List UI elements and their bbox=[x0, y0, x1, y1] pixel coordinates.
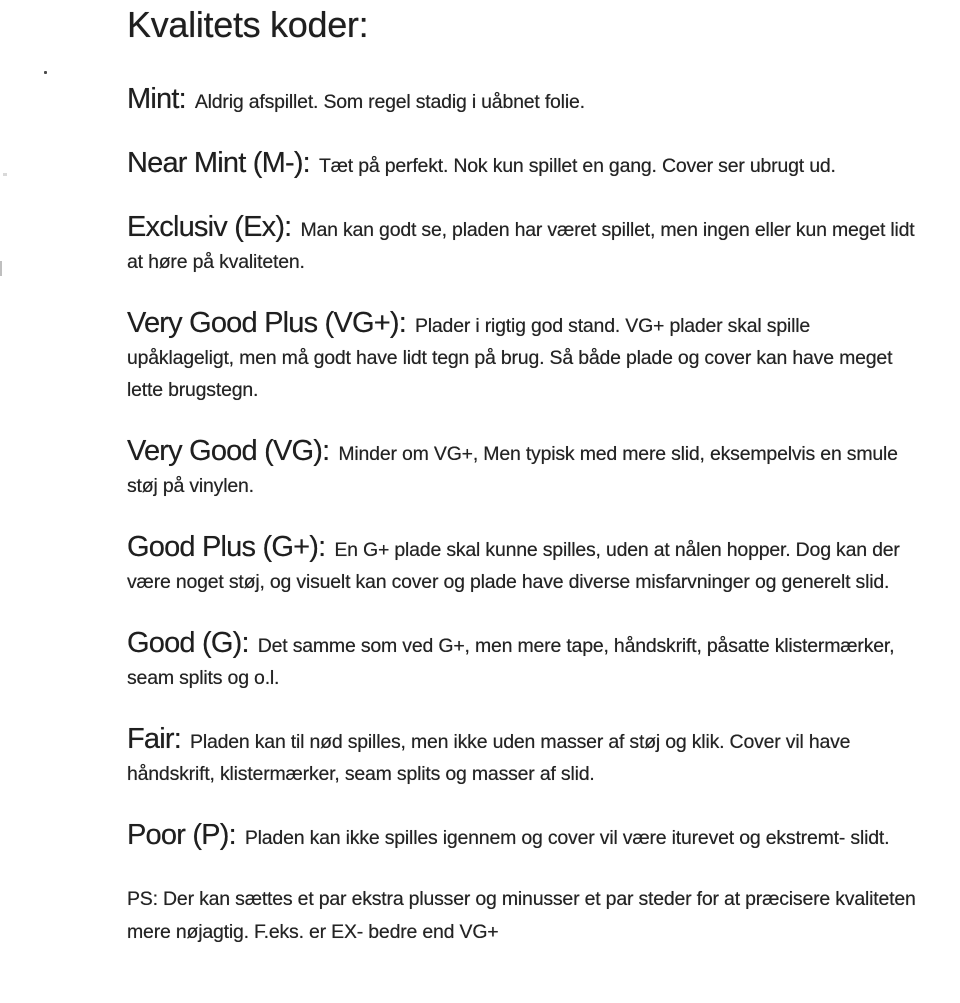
grade-term: Good (G): bbox=[127, 627, 249, 659]
grade-entry-good bbox=[127, 627, 917, 694]
grade-description: Tæt på perfekt. Nok kun spillet en gang. Cover ser ubrugt ud. bbox=[318, 155, 836, 177]
grade-entry-good-plus bbox=[127, 531, 917, 598]
grade-description: Det samme som ved G+, men mere tape, håndskrift, påsatte klistermærker, seam splits og o.l. bbox=[127, 635, 895, 689]
grade-term: Exclusiv (Ex): bbox=[127, 211, 292, 243]
grade-description: Man kan godt se, pladen har været spillet, men ingen eller kun meget lidt at høre på kvaliteten. bbox=[127, 219, 915, 273]
grade-term: Fair: bbox=[127, 723, 182, 755]
grade-entry-poor bbox=[127, 819, 917, 854]
grade-term: Near Mint (M-): bbox=[127, 147, 310, 179]
scan-speck-icon bbox=[44, 71, 47, 74]
grade-entry-very-good-plus bbox=[127, 307, 917, 406]
grade-description: Aldrig afspillet. Som regel stadig i uåbnet folie. bbox=[194, 91, 585, 113]
grade-entry-exclusiv bbox=[127, 211, 917, 278]
grade-entry-near-mint bbox=[127, 147, 917, 182]
grade-term: Poor (P): bbox=[127, 819, 236, 851]
grade-description: Pladen kan ikke spilles igennem og cover vil være iturevet og ekstremt- slidt. bbox=[244, 827, 890, 849]
grade-term: Very Good Plus (VG+): bbox=[127, 307, 406, 339]
grade-description: Plader i rigtig god stand. VG+ plader skal spille upåklageligt, men må godt have lidt tegn på brug. Så både plade og cover kan have meget lette brugstegn. bbox=[127, 315, 893, 401]
grade-term: Very Good (VG): bbox=[127, 435, 330, 467]
grade-entry-very-good bbox=[127, 435, 917, 502]
grade-entry-mint bbox=[127, 83, 917, 118]
grade-description: Pladen kan til nød spilles, men ikke uden masser af støj og klik. Cover vil have håndskrift, klistermærker, seam splits og masser af slid. bbox=[127, 731, 851, 785]
grade-term: Good Plus (G+): bbox=[127, 531, 326, 563]
grade-description: Minder om VG+, Men typisk med mere slid, eksempelvis en smule støj på vinylen. bbox=[127, 443, 898, 497]
page-title: Kvalitets koder: bbox=[127, 4, 369, 45]
document-content bbox=[127, 4, 917, 949]
grade-entry-fair bbox=[127, 723, 917, 790]
grade-term: Mint: bbox=[127, 83, 186, 115]
postscript: PS: Der kan sættes et par ekstra plusser og minusser et par steder for at præcisere kvaliteten mere nøjagtig. F.eks. er EX- bedre end VG+ bbox=[127, 888, 916, 943]
scan-mark-icon bbox=[0, 261, 2, 276]
grade-description: En G+ plade skal kunne spilles, uden at nålen hopper. Dog kan der være noget støj, og visuelt kan cover og plade have diverse misfarvninger og generelt slid. bbox=[127, 539, 900, 593]
scan-speck-icon bbox=[3, 173, 7, 176]
